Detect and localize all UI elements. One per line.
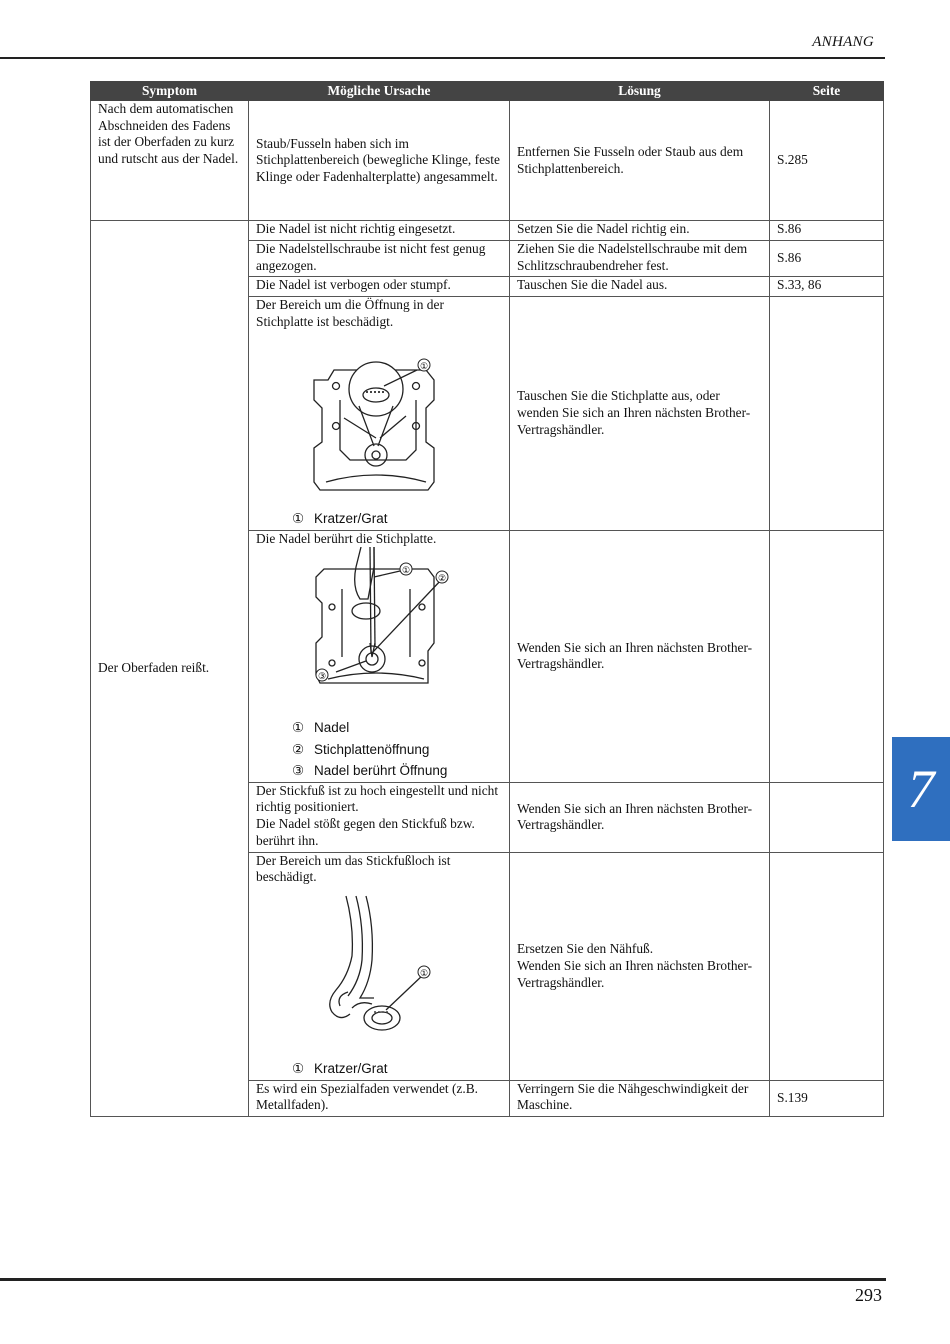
column-header-page: Seite bbox=[770, 82, 884, 101]
needle-plate-illustration bbox=[256, 330, 502, 508]
callout-marker: ③ bbox=[317, 671, 327, 682]
cause-cell bbox=[249, 852, 510, 1080]
column-header-symptom: Symptom bbox=[91, 82, 249, 101]
solution-line: Ersetzen Sie den Nähfuß. bbox=[517, 941, 654, 957]
table-header-row bbox=[91, 82, 884, 101]
table-row bbox=[91, 101, 884, 221]
callout-marker: ① bbox=[401, 565, 411, 576]
solution-cell: Ziehen Sie die Nadelstellschraube mit dem Schlitzschraubendreher fest. bbox=[510, 241, 770, 277]
page-ref-cell: S.139 bbox=[770, 1080, 884, 1116]
callout-marker: ① bbox=[419, 967, 429, 978]
page-ref-cell: S.33, 86 bbox=[770, 277, 884, 297]
symptom-cell-upper-thread-breaks: Der Oberfaden reißt. bbox=[91, 221, 249, 1117]
cause-cell bbox=[249, 297, 510, 531]
cause-line: Die Nadel stößt gegen den Stickfuß bzw. berührt ihn. bbox=[256, 815, 475, 848]
solution-cell: Tauschen Sie die Stichplatte aus, oder wenden Sie sich an Ihren nächsten Brother-Vertragshändler. bbox=[510, 297, 770, 531]
figure-caption: ① Kratzer/Grat bbox=[292, 511, 388, 527]
figure-caption: ③ Nadel berührt Öffnung bbox=[292, 763, 448, 779]
page-ref-cell: S.86 bbox=[770, 241, 884, 277]
cause-text: Der Bereich um das Stickfußloch ist beschädigt. bbox=[256, 852, 451, 885]
cause-line: Der Stickfuß ist zu hoch eingestellt und nicht richtig positioniert. bbox=[256, 782, 499, 815]
column-header-cause: Mögliche Ursache bbox=[249, 82, 510, 101]
troubleshooting-table bbox=[90, 81, 884, 1117]
page-ref-cell: S.285 bbox=[770, 101, 884, 221]
cause-cell: Staub/Fusseln haben sich im Stichplattenbereich (bewegliche Klinge, feste Klinge oder Fadenhalterplatte) angesammelt. bbox=[249, 101, 510, 221]
cause-cell: Die Nadel ist verbogen oder stumpf. bbox=[249, 277, 510, 297]
column-header-solution: Lösung bbox=[510, 82, 770, 101]
cause-cell: Die Nadel ist nicht richtig eingesetzt. bbox=[249, 221, 510, 241]
needle-plate-scratch-figure bbox=[256, 330, 502, 508]
page-ref-cell bbox=[770, 297, 884, 531]
page-ref-cell bbox=[770, 782, 884, 852]
table-row bbox=[91, 221, 884, 241]
solution-cell: Setzen Sie die Nadel richtig ein. bbox=[510, 221, 770, 241]
solution-cell bbox=[510, 852, 770, 1080]
figure-caption: ② Stichplattenöffnung bbox=[292, 741, 430, 757]
presser-foot-illustration bbox=[256, 886, 502, 1058]
cause-text: Die Nadel berührt die Stichplatte. bbox=[256, 530, 437, 546]
footer-rule bbox=[0, 1278, 886, 1281]
solution-line: Wenden Sie sich an Ihren nächsten Brother-Vertragshändler. bbox=[517, 957, 753, 990]
callout-marker: ① bbox=[419, 361, 429, 372]
symptom-cell: Nach dem automatischen Abschneiden des Fadens ist der Oberfaden zu kurz und rutscht aus der Nadel. bbox=[91, 101, 249, 221]
solution-cell: Entfernen Sie Fusseln oder Staub aus dem Stichplattenbereich. bbox=[510, 101, 770, 221]
needle-touch-figure bbox=[256, 547, 502, 697]
cause-cell: Es wird ein Spezialfaden verwendet (z.B. Metallfaden). bbox=[249, 1080, 510, 1116]
page-ref-cell bbox=[770, 530, 884, 782]
cause-text: Der Bereich um die Öffnung in der Stichplatte ist beschädigt. bbox=[256, 297, 444, 329]
cause-cell bbox=[249, 530, 510, 782]
solution-cell: Tauschen Sie die Nadel aus. bbox=[510, 277, 770, 297]
page-ref-cell: S.86 bbox=[770, 221, 884, 241]
figure-caption: ① Kratzer/Grat bbox=[292, 1060, 388, 1076]
solution-cell: Wenden Sie sich an Ihren nächsten Brother-Vertragshändler. bbox=[510, 530, 770, 782]
figure-caption: ① Nadel bbox=[292, 720, 350, 736]
page-ref-cell bbox=[770, 852, 884, 1080]
running-header: ANHANG bbox=[812, 34, 874, 50]
chapter-tab: 7 bbox=[892, 737, 950, 841]
needle-touch-illustration bbox=[256, 547, 502, 697]
cause-cell: Die Nadelstellschraube ist nicht fest genug angezogen. bbox=[249, 241, 510, 277]
presser-foot-figure bbox=[256, 886, 502, 1058]
solution-cell: Wenden Sie sich an Ihren nächsten Brother-Vertragshändler. bbox=[510, 782, 770, 852]
callout-marker: ② bbox=[437, 573, 447, 584]
solution-cell: Verringern Sie die Nähgeschwindigkeit der Maschine. bbox=[510, 1080, 770, 1116]
cause-cell bbox=[249, 782, 510, 852]
header-rule bbox=[0, 57, 885, 59]
page-number: 293 bbox=[855, 1285, 882, 1305]
